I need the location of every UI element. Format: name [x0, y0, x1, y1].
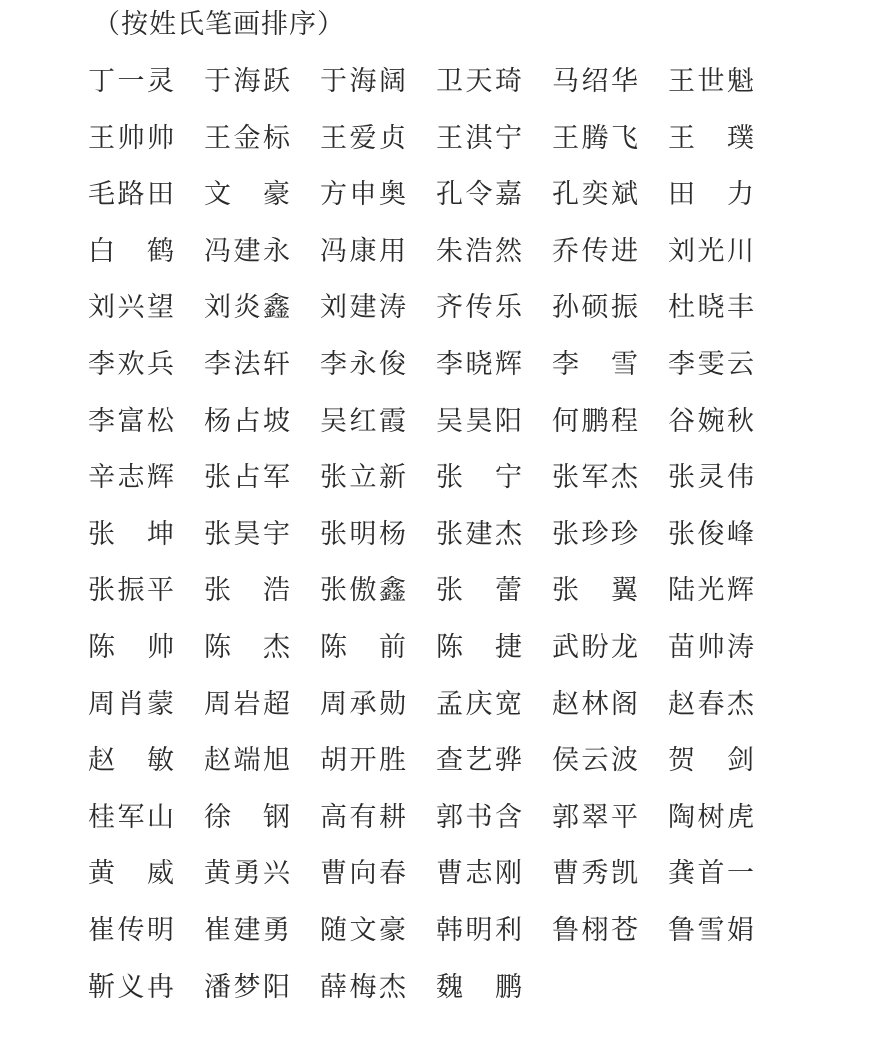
name-entry: 李 雯 云	[668, 348, 754, 380]
name-entry: 陆 光 辉	[668, 575, 754, 607]
name-entry: 于 海 阔	[320, 66, 406, 97]
name-entry: 曹 秀 凯	[552, 858, 638, 890]
name-entry: 张 俊 峰	[668, 518, 754, 550]
name-entry: 何 鹏 程	[552, 405, 638, 437]
name-entry: 吴 昊 阳	[436, 405, 522, 437]
name-entry: 张 浩	[204, 575, 290, 607]
name-entry: 朱 浩 然	[436, 235, 522, 267]
name-entry: 王 世 魁	[668, 66, 754, 97]
name-entry: 方 申 奥	[320, 179, 406, 211]
name-entry: 黄 勇 兴	[204, 858, 290, 890]
name-entry: 陶 树 虎	[668, 801, 754, 833]
name-entry: 杜 晓 丰	[668, 292, 754, 324]
name-entry: 马 绍 华	[552, 66, 638, 97]
name-entry: 周 岩 超	[204, 688, 290, 720]
name-entry: 冯 建 永	[204, 235, 290, 267]
name-entry: 孙 硕 振	[552, 292, 638, 324]
name-entry: 李 法 轩	[204, 348, 290, 380]
name-entry: 韩 明 利	[436, 914, 522, 946]
name-entry: 曹 向 春	[320, 858, 406, 890]
name-entry: 李 晓 辉	[436, 348, 522, 380]
name-entry: 王 爱 贞	[320, 122, 406, 154]
name-entry: 张 振 平	[88, 575, 174, 607]
name-entry: 鲁 雪 娟	[668, 914, 754, 946]
name-entry: 赵 春 杰	[668, 688, 754, 720]
name-entry: 乔 传 进	[552, 235, 638, 267]
name-entry: 龚 首 一	[668, 858, 754, 890]
name-entry: 魏 鹏	[436, 971, 522, 1003]
name-entry: 张 坤	[88, 518, 174, 550]
name-entry: 桂 军 山	[88, 801, 174, 833]
name-entry: 徐 钢	[204, 801, 290, 833]
name-entry: 鲁 栩 苍	[552, 914, 638, 946]
name-entry: 辛 志 辉	[88, 462, 174, 494]
name-entry: 白 鹤	[88, 235, 174, 267]
name-entry: 李 欢 兵	[88, 348, 174, 380]
name-entry: 靳 义 冉	[88, 971, 174, 1003]
name-entry: 王 腾 飞	[552, 122, 638, 154]
name-entry: 曹 志 刚	[436, 858, 522, 890]
name-entry: 赵 林 阁	[552, 688, 638, 720]
name-entry: 卫 天 琦	[436, 66, 522, 97]
name-entry: 李 富 松	[88, 405, 174, 437]
name-entry: 于 海 跃	[204, 66, 290, 97]
name-entry: 查 艺 骅	[436, 745, 522, 777]
name-entry: 贺 剑	[668, 745, 754, 777]
name-entry: 周 肖 蒙	[88, 688, 174, 720]
name-entry: 武 盼 龙	[552, 631, 638, 663]
name-entry: 刘 炎 鑫	[204, 292, 290, 324]
sort-note: （按姓氏笔画排序）	[93, 9, 345, 40]
name-entry: 张 军 杰	[552, 462, 638, 494]
name-entry: 丁 一 灵	[88, 66, 174, 97]
name-entry: 张 昊 宇	[204, 518, 290, 550]
name-entry: 张 灵 伟	[668, 462, 754, 494]
name-entry: 黄 威	[88, 858, 174, 890]
name-entry: 张 占 军	[204, 462, 290, 494]
name-entry: 崔 传 明	[88, 914, 174, 946]
name-entry: 李 雪	[552, 348, 638, 380]
name-entry: 张 傲 鑫	[320, 575, 406, 607]
name-entry: 文 豪	[204, 179, 290, 211]
name-entry: 李 永 俊	[320, 348, 406, 380]
name-entry: 孔 令 嘉	[436, 179, 522, 211]
name-entry: 谷 婉 秋	[668, 405, 754, 437]
name-entry: 孔 奕 斌	[552, 179, 638, 211]
name-entry: 王 金 标	[204, 122, 290, 154]
name-entry: 张 立 新	[320, 462, 406, 494]
name-entry: 孟 庆 宽	[436, 688, 522, 720]
name-grid	[88, 62, 784, 1024]
name-entry: 苗 帅 涛	[668, 631, 754, 663]
name-entry: 陈 杰	[204, 631, 290, 663]
name-entry: 刘 光 川	[668, 235, 754, 267]
name-entry: 崔 建 勇	[204, 914, 290, 946]
name-entry: 刘 建 涛	[320, 292, 406, 324]
name-entry: 陈 前	[320, 631, 406, 663]
name-entry: 杨 占 坡	[204, 405, 290, 437]
name-entry: 陈 捷	[436, 631, 522, 663]
name-entry: 刘 兴 望	[88, 292, 174, 324]
name-entry: 郭 书 含	[436, 801, 522, 833]
name-entry: 吴 红 霞	[320, 405, 406, 437]
name-entry: 冯 康 用	[320, 235, 406, 267]
name-entry: 张 蕾	[436, 575, 522, 607]
name-entry: 周 承 勋	[320, 688, 406, 720]
name-entry: 毛 路 田	[88, 179, 174, 211]
name-entry: 田 力	[668, 179, 754, 211]
name-entry: 张 翼	[552, 575, 638, 607]
name-entry: 张 建 杰	[436, 518, 522, 550]
name-entry: 侯 云 波	[552, 745, 638, 777]
name-entry: 王 璞	[668, 122, 754, 154]
name-entry: 王 帅 帅	[88, 122, 174, 154]
name-entry: 齐 传 乐	[436, 292, 522, 324]
name-entry: 张 宁	[436, 462, 522, 494]
name-entry: 胡 开 胜	[320, 745, 406, 777]
name-entry: 潘 梦 阳	[204, 971, 290, 1003]
name-entry: 赵 敏	[88, 745, 174, 777]
name-entry: 高 有 耕	[320, 801, 406, 833]
name-entry: 郭 翠 平	[552, 801, 638, 833]
name-entry: 薛 梅 杰	[320, 971, 406, 1003]
name-entry: 赵 端 旭	[204, 745, 290, 777]
name-entry: 王 淇 宁	[436, 122, 522, 154]
name-entry: 张 珍 珍	[552, 518, 638, 550]
name-entry: 张 明 杨	[320, 518, 406, 550]
name-entry: 陈 帅	[88, 631, 174, 663]
name-entry: 随 文 豪	[320, 914, 406, 946]
